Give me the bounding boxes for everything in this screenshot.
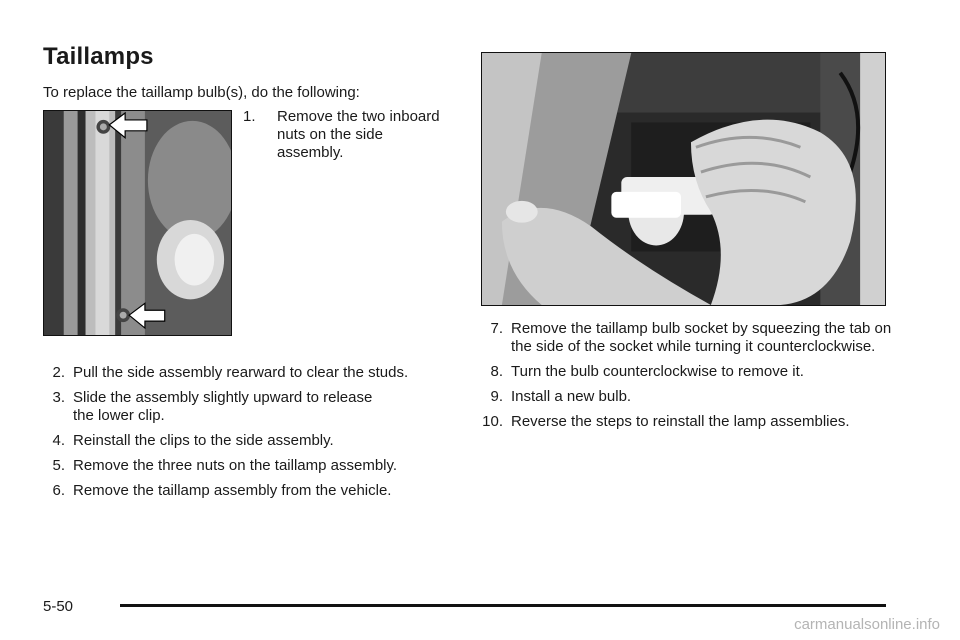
step-text: Remove the taillamp assembly from the vehicle. xyxy=(73,482,392,499)
side-assembly-photo xyxy=(43,110,232,336)
step-text: Turn the bulb counterclockwise to remove it. xyxy=(511,363,804,380)
step-4 xyxy=(43,432,453,450)
step-10 xyxy=(481,413,901,431)
step-7 xyxy=(481,320,901,356)
step-1 xyxy=(243,108,453,162)
step-5 xyxy=(43,457,453,475)
step-2 xyxy=(43,364,453,382)
step-text: Pull the side assembly rearward to clear the studs. xyxy=(73,364,409,381)
step-number: 3. xyxy=(52,389,65,406)
step-number: 9. xyxy=(490,388,503,405)
step-6 xyxy=(43,482,453,500)
footer-rule xyxy=(120,604,886,607)
step-number: 2. xyxy=(52,364,65,381)
step-8 xyxy=(481,363,901,381)
step-number: 7. xyxy=(490,320,503,337)
step-3 xyxy=(43,389,453,425)
watermark: carmanualsonline.info xyxy=(794,616,940,633)
bulb-socket-photo xyxy=(481,52,886,306)
step-text: Reverse the steps to reinstall the lamp assemblies. xyxy=(511,413,850,430)
step-number: 6. xyxy=(52,482,65,499)
step-text: Remove the two inboard nuts on the side assembly. xyxy=(277,108,440,161)
page-number: 5-50 xyxy=(43,598,74,615)
step-text: Remove the taillamp bulb socket by squeezing the tab on the side of the socket while turning it counterclockwise. xyxy=(511,320,892,355)
steps-list-right xyxy=(481,320,901,438)
step-text: Install a new bulb. xyxy=(511,388,632,405)
step-text: Remove the three nuts on the taillamp assembly. xyxy=(73,457,398,474)
step-number: 1. xyxy=(243,108,256,125)
step-9 xyxy=(481,388,901,406)
steps-list-left xyxy=(43,364,453,507)
step-number: 8. xyxy=(490,363,503,380)
intro-text: To replace the taillamp bulb(s), do the following: xyxy=(43,84,360,101)
step-number: 10. xyxy=(482,413,503,430)
step-number: 4. xyxy=(52,432,65,449)
step-number: 5. xyxy=(52,457,65,474)
step-text: Slide the assembly slightly upward to release the lower clip. xyxy=(73,389,373,424)
page-title: Taillamps xyxy=(43,43,154,70)
step-text: Reinstall the clips to the side assembly. xyxy=(73,432,334,449)
